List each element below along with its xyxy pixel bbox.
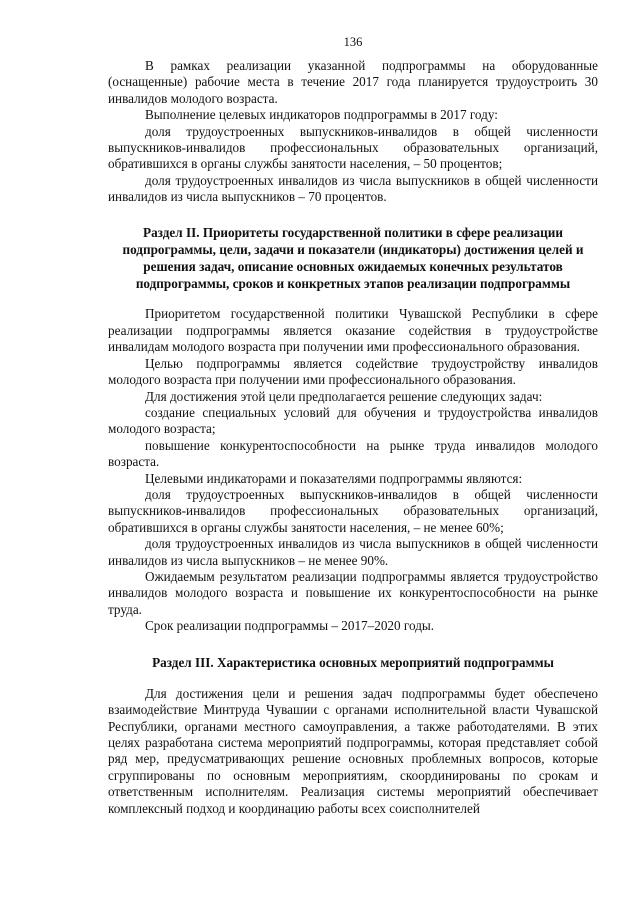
section-3-heading: Раздел III. Характеристика основных мероприятий подпрограммы [152, 654, 554, 670]
section-2-paragraph-4: создание специальных условий для обучения и трудоустройства инвалидов молодого возраста; [108, 404, 598, 437]
section-3-paragraph-1: Для достижения цели и решения задач подпрограммы будет обеспечено взаимодействие Минтруда Чувашии с органами исполнительной власти Чувашской Республики, органами местного самоуправления, а также работодателями. В этих целях разработана система мероприятий подпрограммы, которая представляет собой ряд мер, предусматривающих решение основных проблемных вопросов, которые сгруппированы по основным мероприятиям, скоординированы по срокам и ответственным исполнителям. Реализация системы мероприятий обеспечивает комплексный подход и координацию работы всех соисполнителей [108, 685, 598, 816]
intro-paragraph-1: В рамках реализации указанной подпрограммы на оборудованные (оснащенные) рабочие места в течение 2017 года планируется трудоустроить 30 инвалидов молодого возраста. [108, 58, 598, 106]
section-2-paragraph-3: Для достижения этой цели предполагается решение следующих задач: [145, 388, 543, 404]
section-2-paragraph-9: Ожидаемым результатом реализации подпрограммы является трудоустройство инвалидов молодого возраста и повышение их конкурентоспособности на рынке труда. [108, 568, 598, 617]
intro-paragraph-2: Выполнение целевых индикаторов подпрограммы в 2017 году: [145, 107, 498, 123]
page-number: 136 [343, 35, 363, 49]
section-2-heading: Раздел II. Приоритеты государственной политики в сфере реализации подпрограммы, цели, задачи и показатели (индикаторы) достижения целей и решения задач, описание основных ожидаемых конечных результатов подпрограммы, сроков и конкретных этапов реализации подпрограммы [122, 224, 584, 292]
section-2-paragraph-1: Приоритетом государственной политики Чувашской Республики в сфере реализации подпрограммы является оказание содействия в трудоустройстве инвалидам молодого возраста при получении ими профессионального образования. [108, 306, 598, 355]
section-2-paragraph-8: доля трудоустроенных инвалидов из числа выпускников в общей численности инвалидов из числа выпускников – не менее 90%. [108, 536, 598, 568]
intro-paragraph-3: доля трудоустроенных выпускников-инвалидов в общей численности выпускников-инвалидов профессиональных образовательных организаций, обратившихся в органы службы занятости населения, – 50 процентов; [108, 123, 598, 172]
section-2-paragraph-2: Целью подпрограммы является содействие трудоустройству инвалидов молодого возраста при получении ими профессионального образования. [108, 355, 598, 388]
section-2-paragraph-5: повышение конкурентоспособности на рынке труда инвалидов молодого возраста. [108, 437, 598, 470]
section-2-paragraph-10: Срок реализации подпрограммы – 2017–2020 годы. [145, 618, 435, 634]
document-page [108, 34, 598, 817]
section-2-paragraph-7: доля трудоустроенных выпускников-инвалидов в общей численности выпускников-инвалидов профессиональных образовательных организаций, обратившихся в органы службы занятости населения, – не менее 60%; [108, 486, 598, 535]
section-2-paragraph-6: Целевыми индикаторами и показателями подпрограммы являются: [145, 470, 523, 486]
intro-paragraph-4: доля трудоустроенных инвалидов из числа выпускников в общей численности инвалидов из числа выпускников – 70 процентов. [108, 172, 598, 205]
